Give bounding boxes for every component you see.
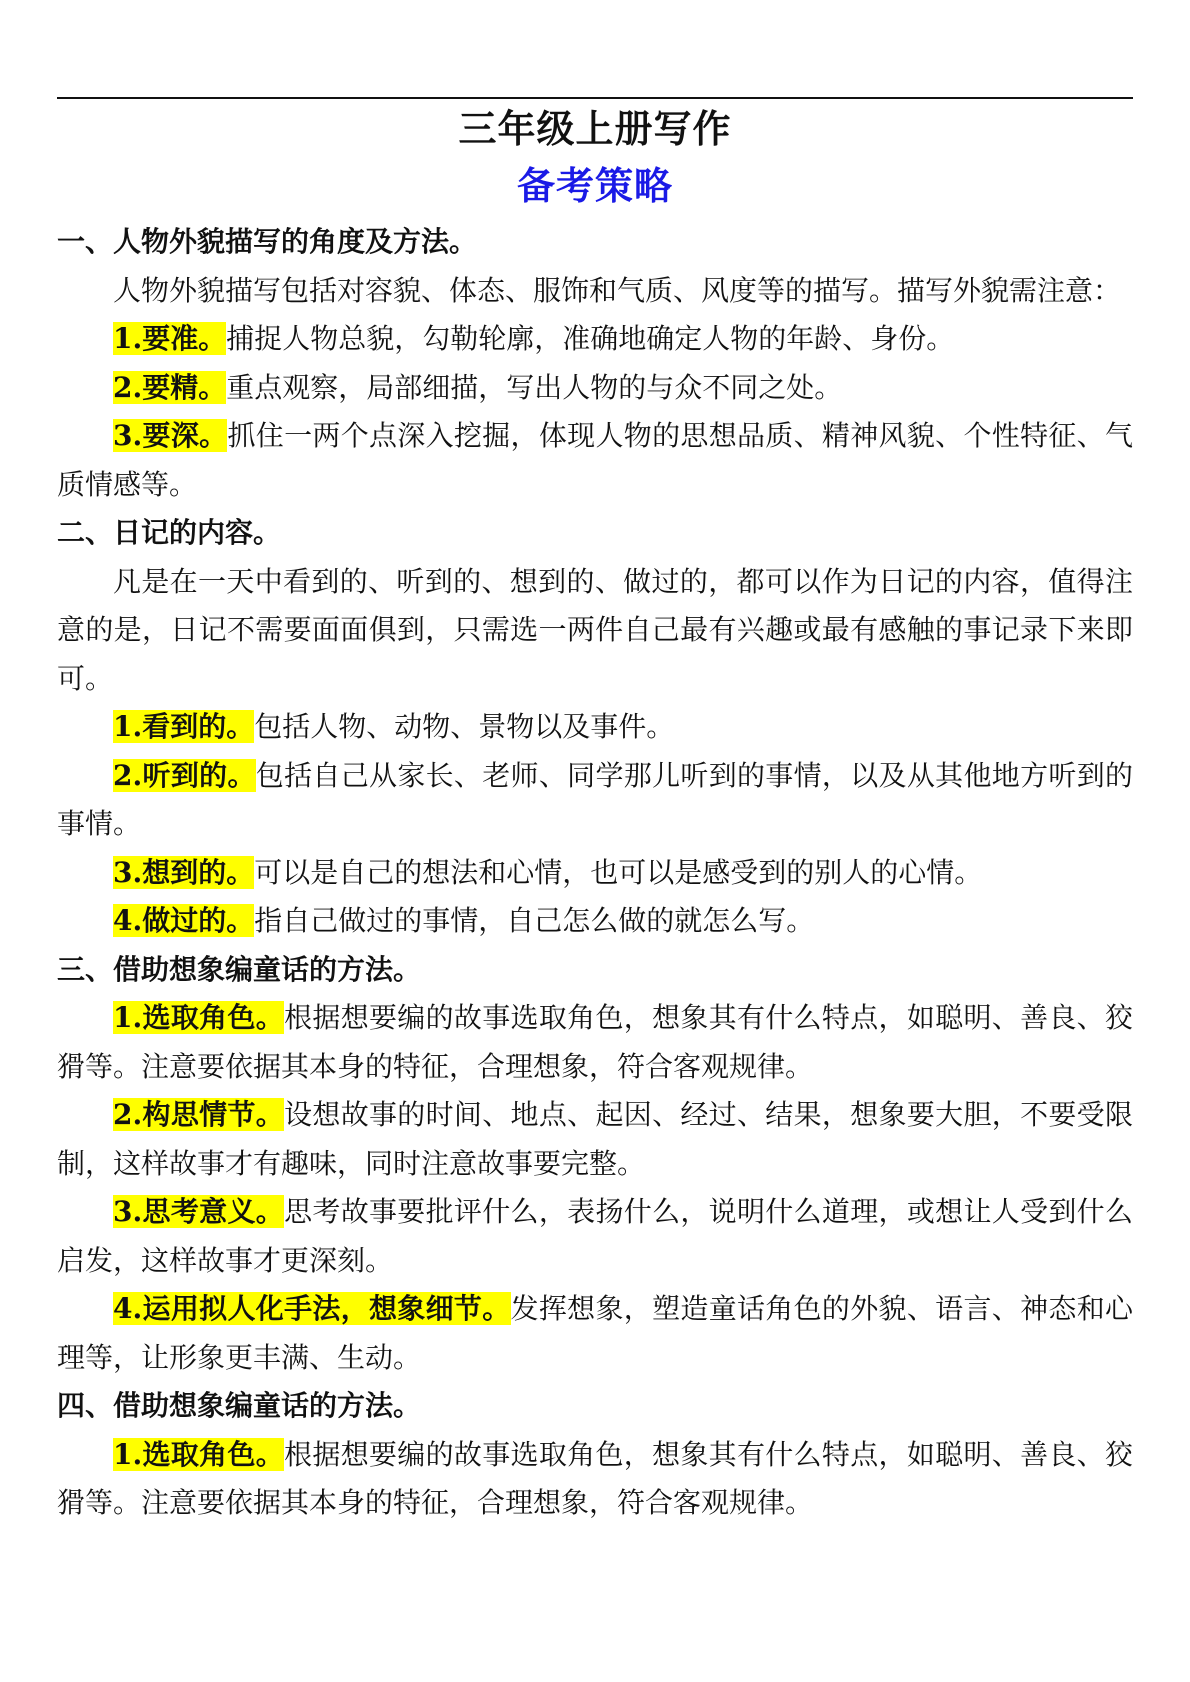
section-intro-1: 人物外貌描写包括对容貌、体态、服饰和气质、风度等的描写。描写外貌需注意： (113, 273, 1122, 307)
item-label: 2.构思情节。 (113, 1098, 285, 1131)
page-title: 三年级上册写作 (458, 106, 732, 151)
item-label: 3.思考意义。 (113, 1195, 285, 1228)
section-heading-4: 四、借助想象编童话的方法。 (57, 1389, 422, 1422)
item-text: 包括人物、动物、景物以及事件。 (254, 710, 675, 743)
item-label: 1.选取角色。 (113, 1437, 285, 1471)
top-rule (57, 97, 1133, 99)
page-subtitle: 备考策略 (516, 163, 673, 208)
section-heading-1: 一、人物外貌描写的角度及方法。 (57, 225, 478, 258)
list-item (57, 1285, 1133, 1382)
list-item (57, 703, 1133, 752)
item-label: 1.选取角色。 (113, 1001, 285, 1034)
item-label: 1.看到的。 (113, 710, 255, 743)
document-body (57, 218, 1133, 1528)
list-item (57, 1091, 1133, 1188)
item-label: 3.要深。 (113, 419, 228, 452)
item-label: 2.听到的。 (113, 758, 256, 792)
item-label: 3.想到的。 (113, 855, 255, 889)
list-item (57, 412, 1133, 509)
item-text: 抓住一两个点深入挖掘，体现人物的思想品质、精神风貌、个性特征、气质情感等。 (57, 419, 1133, 501)
item-text: 根据想要编的故事选取角色，想象其有什么特点，如聪明、善良、狡猾等。注意要依据其本身的特征，合理想象，符合客观规律。 (57, 1001, 1133, 1083)
list-item (57, 1188, 1133, 1285)
list-item (57, 1431, 1133, 1528)
item-text: 指自己做过的事情，自己怎么做的就怎么写。 (254, 904, 815, 937)
item-text: 根据想要编的故事选取角色，想象其有什么特点，如聪明、善良、狡猾等。注意要依据其本身的特征，合理想象，符合客观规律。 (57, 1437, 1133, 1519)
item-text: 设想故事的时间、地点、起因、经过、结果，想象要大胆，不要受限制，这样故事才有趣味，同时注意故事要完整。 (57, 1098, 1133, 1180)
item-label: 4.做过的。 (113, 904, 255, 937)
list-item (57, 897, 1133, 946)
item-label: 1.要准。 (113, 322, 227, 355)
section-intro-2: 凡是在一天中看到的、听到的、想到的、做过的，都可以作为日记的内容，值得注意的是，日记不需要面面俱到，只需选一两件自己最有兴趣或最有感触的事记录下来即可。 (57, 564, 1133, 695)
item-text: 重点观察，局部细描，写出人物的与众不同之处。 (226, 370, 843, 404)
item-text: 捕捉人物总貌，勾勒轮廓，准确地确定人物的年龄、身份。 (226, 322, 955, 355)
item-label: 2.要精。 (113, 370, 227, 404)
item-text: 发挥想象，塑造童话角色的外貌、语言、神态和心理等，让形象更丰满、生动。 (57, 1292, 1133, 1374)
item-label: 4.运用拟人化手法，想象细节。 (113, 1292, 511, 1325)
list-item (57, 849, 1133, 898)
list-item (57, 364, 1133, 413)
item-text: 包括自己从家长、老师、同学那儿听到的事情，以及从其他地方听到的事情。 (57, 758, 1133, 840)
section-heading-3: 三、借助想象编童话的方法。 (57, 952, 422, 986)
item-text: 思考故事要批评什么，表扬什么，说明什么道理，或想让人受到什么启发，这样故事才更深刻。 (57, 1195, 1133, 1277)
item-text: 可以是自己的想法和心情，也可以是感受到的别人的心情。 (254, 855, 983, 889)
list-item (57, 752, 1133, 849)
section-heading-2: 二、日记的内容。 (57, 516, 282, 549)
list-item (57, 315, 1133, 364)
list-item (57, 994, 1133, 1091)
